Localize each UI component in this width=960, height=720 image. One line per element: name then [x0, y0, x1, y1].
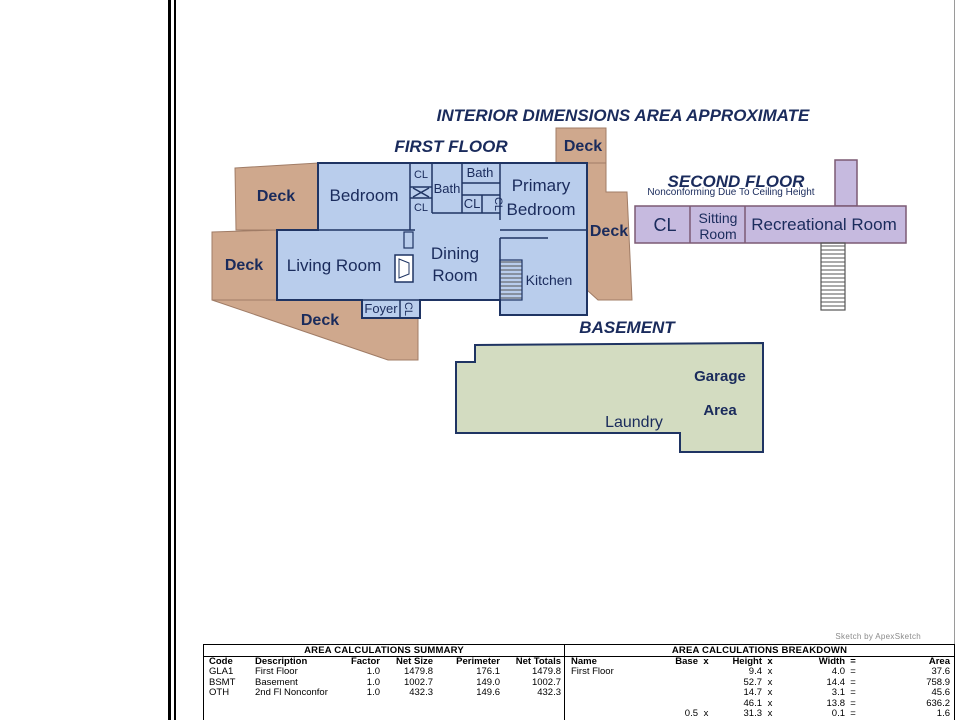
- breakdown-table-title: AREA CALCULATIONS BREAKDOWN: [565, 645, 954, 657]
- header-description: Description: [255, 656, 308, 667]
- cell-width: 3.1: [831, 687, 845, 698]
- cell-net-size: 432.3: [409, 687, 433, 698]
- cell-net-totals: 1002.7: [531, 676, 561, 688]
- cell-name: [571, 709, 660, 720]
- cell-height: 52.7: [743, 676, 762, 688]
- cell-base: [660, 688, 698, 699]
- cell-width-equals: =: [850, 687, 856, 698]
- cell-height: 9.4: [748, 666, 762, 677]
- room-primary-bedroom-line1: Primary: [511, 176, 571, 195]
- deck-label-top-right: Deck: [563, 138, 603, 155]
- room-kitchen: Kitchen: [525, 272, 573, 288]
- cell-base-times: [698, 678, 714, 689]
- room-sitting-room-line1: Sitting: [698, 210, 738, 226]
- room-living-room: Living Room: [286, 256, 382, 275]
- header-net-size: Net Size: [396, 656, 433, 667]
- cell-height-times: x: [767, 687, 773, 698]
- cell-description: Basement: [255, 676, 298, 688]
- cell-width-equals: =: [850, 697, 856, 709]
- deck-label-right: Deck: [589, 223, 629, 240]
- table-row: [204, 688, 564, 699]
- table-row: [204, 667, 564, 678]
- cell-width: 4.0: [831, 666, 845, 677]
- cell-height-times: x: [767, 697, 773, 709]
- room-laundry: Laundry: [605, 414, 663, 431]
- table-row: [565, 667, 954, 678]
- room-foyer: Foyer: [364, 301, 398, 316]
- cell-base: [660, 678, 698, 689]
- header-width-equals: =: [850, 656, 856, 667]
- room-closet-4: CL: [492, 196, 504, 212]
- header-width: Width: [818, 656, 845, 667]
- room-bath-2: Bath: [466, 165, 494, 180]
- cell-width: 14.4: [826, 676, 845, 688]
- header-base: Base: [675, 656, 698, 667]
- table-row: [565, 709, 954, 720]
- cell-base-times: [698, 688, 714, 699]
- cell-perimeter: 149.0: [476, 676, 500, 688]
- header-factor: Factor: [350, 656, 380, 667]
- cell-height-times: x: [767, 666, 773, 677]
- cell-width-equals: =: [850, 666, 856, 677]
- room-bedroom: Bedroom: [329, 186, 399, 205]
- header-area: Area: [928, 656, 950, 667]
- cell-width: 13.8: [826, 697, 845, 709]
- first-floor-heading: FIRST FLOOR: [394, 137, 508, 156]
- basement-heading: BASEMENT: [579, 318, 675, 337]
- basement-outline: [456, 343, 763, 452]
- room-bath-1: Bath: [433, 181, 461, 196]
- cell-net-totals: 432.3: [537, 687, 561, 698]
- room-closet-foyer: CL: [402, 301, 414, 317]
- cell-description: First Floor: [255, 666, 298, 677]
- deck-label-middle-left: Deck: [224, 257, 264, 274]
- room-primary-bedroom-line2: Bedroom: [506, 200, 576, 219]
- cell-area: 636.2: [926, 697, 950, 709]
- room-dining-room-line1: Dining: [430, 244, 480, 263]
- room-second-floor-closet: CL: [653, 215, 677, 235]
- cell-base: 0.5: [684, 708, 698, 719]
- area-calculations-breakdown-table: [564, 644, 955, 720]
- cell-area: 1.6: [936, 708, 950, 719]
- header-code: Code: [209, 656, 233, 667]
- cell-name: [571, 688, 660, 699]
- cell-area: 758.9: [926, 676, 950, 688]
- room-closet-3: CL: [463, 196, 481, 211]
- header-perimeter: Perimeter: [456, 656, 500, 667]
- cell-height: 31.3: [743, 708, 762, 719]
- header-net-totals: Net Totals: [515, 656, 561, 667]
- cell-width-equals: =: [850, 676, 856, 688]
- header-height: Height: [732, 656, 762, 667]
- cell-height-times: x: [767, 708, 773, 719]
- room-closet-upper: CL: [413, 169, 429, 181]
- second-floor-upper-strip: [835, 160, 857, 206]
- header-name: Name: [571, 656, 597, 667]
- area-calculations-summary-table: [203, 644, 565, 720]
- cell-description: 2nd Fl Nonconfor: [255, 687, 328, 698]
- fireplace-symbol: [395, 255, 413, 282]
- second-floor-note: Nonconforming Due To Ceiling Height: [647, 187, 815, 198]
- sketch-credit: Sketch by ApexSketch: [835, 632, 921, 641]
- header-base-times: x: [703, 656, 709, 667]
- cell-name: First Floor: [571, 666, 614, 677]
- stairs-symbol: [500, 260, 522, 300]
- cell-code: GLA1: [209, 666, 234, 677]
- cell-code: BSMT: [209, 676, 236, 688]
- cell-name: [571, 699, 660, 710]
- room-closet-lower: CL: [413, 202, 429, 214]
- room-dining-room-line2: Room: [432, 266, 478, 285]
- summary-table-title: AREA CALCULATIONS SUMMARY: [204, 645, 564, 657]
- cell-height: 14.7: [743, 687, 762, 698]
- header-height-times: x: [767, 656, 773, 667]
- sketch-title: INTERIOR DIMENSIONS AREA APPROXIMATE: [436, 106, 810, 125]
- cell-net-size: 1002.7: [403, 676, 433, 688]
- cell-height-times: x: [767, 676, 773, 688]
- cell-area: 45.6: [931, 687, 950, 698]
- cell-net-totals: 1479.8: [531, 666, 561, 677]
- second-floor-stairs-symbol: [821, 243, 845, 310]
- cell-code: OTH: [209, 687, 230, 698]
- cell-area: 37.6: [931, 666, 950, 677]
- cell-width-equals: =: [850, 708, 856, 719]
- table-row: [565, 688, 954, 699]
- kitchen-stairs-symbol: [500, 260, 522, 300]
- deck-label-bottom: Deck: [300, 312, 340, 329]
- cell-name: [571, 678, 660, 689]
- cell-net-size: 1479.8: [403, 666, 433, 677]
- room-garage-area-line1: Garage: [694, 368, 746, 385]
- room-garage-area-line2: Area: [703, 402, 737, 419]
- cell-perimeter: 149.6: [476, 687, 500, 698]
- cell-factor: 1.0: [366, 676, 380, 688]
- cell-perimeter: 176.1: [476, 666, 500, 677]
- fireplace-box: [395, 255, 413, 282]
- second-floor-heading: SECOND FLOOR: [667, 172, 805, 191]
- cell-height: 46.1: [743, 697, 762, 709]
- room-recreational-room: Recreational Room: [751, 215, 897, 234]
- room-sitting-room-line2: Room: [699, 226, 737, 242]
- deck-label-upper-left: Deck: [256, 188, 296, 205]
- cell-base-times: [698, 667, 714, 678]
- cell-factor: 1.0: [366, 666, 380, 677]
- cell-base-times: x: [703, 708, 709, 719]
- cell-base: [660, 667, 698, 678]
- cell-factor: 1.0: [366, 687, 380, 698]
- cell-width: 0.1: [831, 708, 845, 719]
